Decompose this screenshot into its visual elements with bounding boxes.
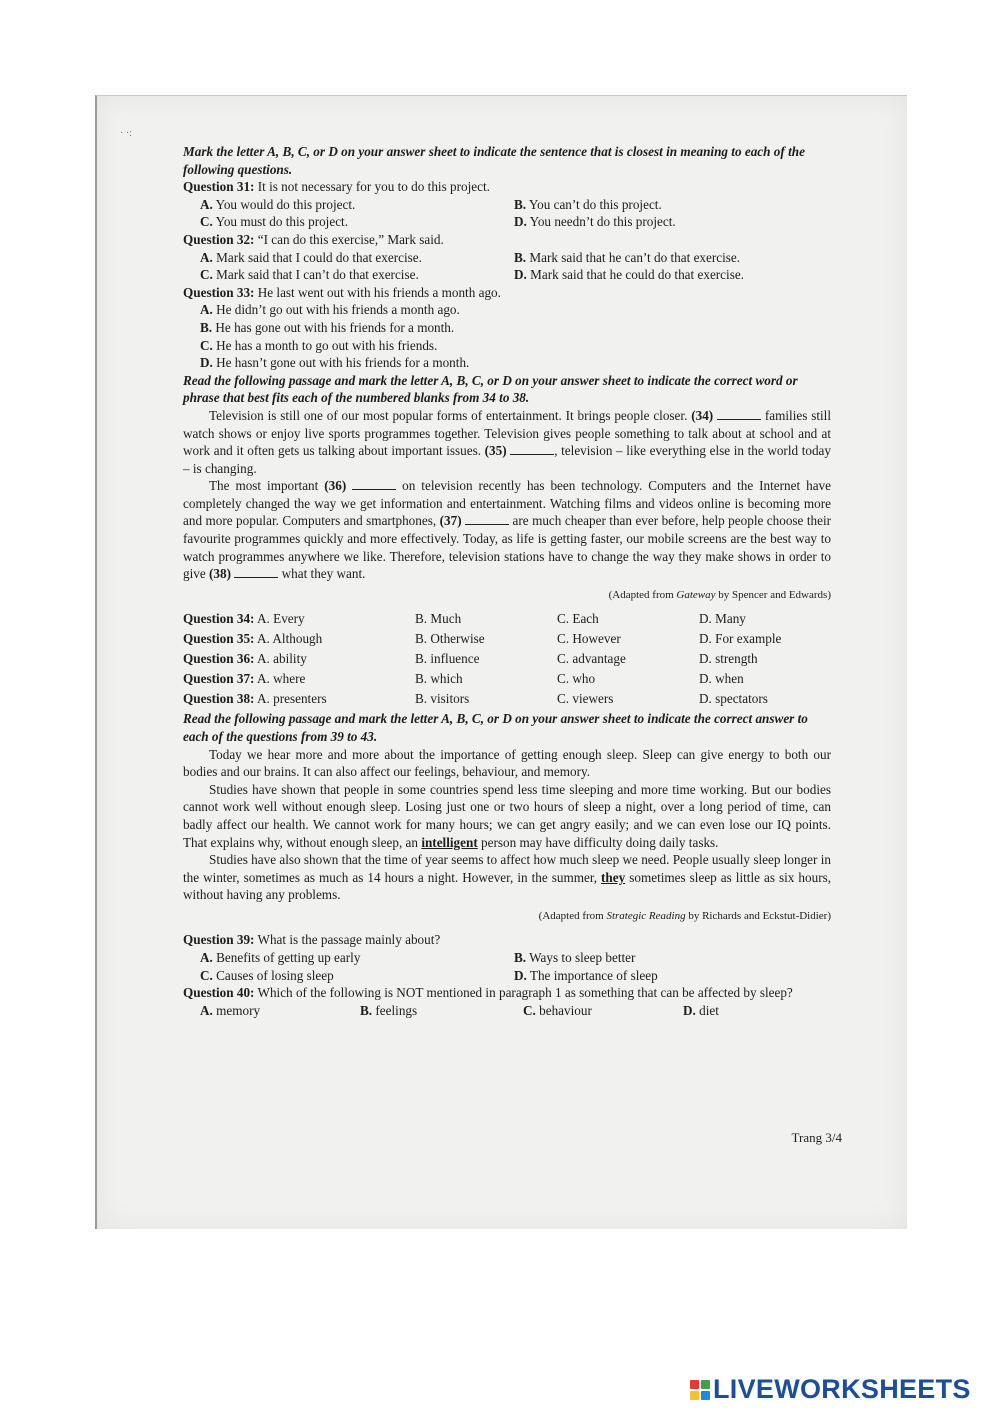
option-b[interactable]: B. visitors [415, 691, 470, 707]
question-label: Question 36: [183, 651, 255, 667]
option-a[interactable]: A. Mark said that I could do that exercise. [200, 249, 422, 265]
option-text: Causes of losing sleep [216, 967, 334, 983]
option-b[interactable]: B. Otherwise [415, 631, 485, 647]
option-d[interactable]: D. Mark said that he could do that exercise. [514, 267, 744, 283]
source-title: Gateway [676, 588, 716, 601]
passage2-paragraph-1: Today we hear more and more about the importance of getting enough sleep. Sleep can give energy to both our bodies and our brains. It can also affect our feelings, behaviour, and memory. [183, 746, 831, 780]
option-d[interactable]: D. For example [699, 631, 782, 647]
blank-number-38: (38) [209, 566, 231, 582]
option-text: The importance of sleep [529, 967, 658, 983]
option-a[interactable]: A. ability [257, 651, 307, 667]
option-d[interactable]: D. spectators [699, 691, 768, 707]
liveworksheets-logo [690, 1374, 971, 1405]
source-suffix: by Richards and Eckstut-Didier) [685, 909, 831, 922]
option-d[interactable]: D. He hasn’t gone out with his friends for a month. [200, 355, 470, 371]
option-text: Mark said that he can’t do that exercise. [529, 249, 741, 265]
option-a[interactable]: A. presenters [257, 691, 327, 707]
blank-34[interactable] [717, 407, 761, 420]
option-text: Mark said that I could do that exercise. [216, 249, 422, 265]
text: The most important [209, 478, 319, 494]
text: Television is still one of our most popular forms of entertainment. It brings people closer. [209, 407, 688, 423]
options-row [183, 196, 831, 214]
passage1-source [183, 587, 831, 605]
instruction-34-38: Read the following passage and mark the letter A, B, C, or D on your answer sheet to indicate the correct word or phrase that best fits each of the numbered blanks from 34 to 38. [183, 372, 798, 406]
option-text: He has gone out with his friends for a month. [215, 319, 455, 335]
option-c[interactable]: C. Mark said that I can’t do that exercise. [200, 267, 419, 283]
grid-row-37 [183, 670, 831, 688]
passage1-paragraph-1 [183, 407, 831, 477]
option-c[interactable]: C. Each [557, 611, 599, 627]
grid-row-36 [183, 650, 831, 668]
source-title: Strategic Reading [606, 909, 686, 922]
text: sometimes sleep as little as six hours, without having any problems. [183, 869, 832, 903]
question-text: Which of the following is NOT mentioned in paragraph 1 as something that can be affected by sleep? [257, 985, 793, 1001]
option-c[interactable]: C. who [557, 671, 596, 687]
option-text: feelings [375, 1002, 418, 1018]
grid-row-34 [183, 610, 831, 628]
option-c[interactable]: C. Causes of losing sleep [200, 967, 334, 983]
option-d[interactable]: D. when [699, 671, 744, 687]
option-c[interactable]: C. behaviour [523, 1002, 592, 1018]
question-33 [183, 284, 831, 302]
text: Studies have also shown that the time of year seems to affect how much sleep we need. People usually sleep longer in the winter, sometimes as much as 14 hours a night. However, in the summer, [183, 852, 831, 885]
instruction-39-43: Read the following passage and mark the letter A, B, C, or D on your answer sheet to indicate the correct answer to each of the questions from 39 to 43. [183, 711, 808, 744]
question-label: Question 40: [183, 985, 255, 1001]
option-b[interactable]: B. which [415, 671, 463, 687]
option-text: You must do this project. [215, 214, 349, 230]
option-text: He hasn’t gone out with his friends for a month. [216, 355, 470, 371]
options-row [183, 266, 831, 284]
option-b[interactable]: B. feelings [360, 1002, 418, 1018]
text: on television recently has been technology. Computers and the Internet have completely changed the way we get information and entertainment. Watching films and videos online is becoming more and more popular. Computers and smartphones, [183, 478, 832, 529]
option-a[interactable]: A. He didn’t go out with his friends a month ago. [200, 302, 460, 318]
question-39 [183, 931, 831, 949]
options-row [183, 1002, 831, 1020]
option-c[interactable]: C. He has a month to go out with his friends. [200, 337, 438, 353]
option-a[interactable]: A. You would do this project. [200, 196, 356, 212]
passage2-paragraph-2 [183, 781, 831, 851]
grid-row-38 [183, 690, 831, 708]
text: are much cheaper than ever before, help people choose their favourite programmes quickly and more effectively. Today, as life is getting faster, our mobile screens are the best way to watch programmes anywhere we like. Therefore, television stations have to change the way they make shows in order to give [183, 513, 832, 582]
logo-squares-icon [690, 1380, 710, 1400]
option-c[interactable]: C. However [557, 631, 621, 647]
option-b[interactable]: B. Ways to sleep better [514, 950, 636, 966]
passage1-paragraph-2 [183, 477, 831, 583]
blank-37[interactable] [465, 512, 509, 525]
question-31 [183, 178, 831, 196]
option-d[interactable]: D. diet [683, 1002, 719, 1018]
question-label: Question 37: [183, 671, 255, 687]
worksheet-content [183, 143, 831, 1019]
question-label: Question 33: [183, 284, 255, 300]
option-b[interactable]: B. Mark said that he can’t do that exercise. [514, 249, 741, 265]
option-a[interactable]: A. Although [257, 631, 323, 647]
question-text: It is not necessary for you to do this project. [257, 179, 490, 195]
option-text: He has a month to go out with his friends. [216, 337, 438, 353]
blank-36[interactable] [352, 477, 396, 490]
question-text: “I can do this exercise,” Mark said. [257, 231, 444, 247]
option-b[interactable]: B. You can’t do this project. [514, 196, 662, 212]
passage2-paragraph-3 [183, 851, 831, 904]
option-text: Benefits of getting up early [216, 950, 361, 966]
text: person may have difficulty doing daily tasks. [481, 834, 719, 850]
options-row [183, 249, 831, 267]
scan-specks: · ·: [120, 128, 132, 139]
source-suffix: by Spencer and Edwards) [715, 588, 831, 601]
question-label [183, 650, 415, 668]
underlined-word-intelligent: intelligent [421, 834, 478, 850]
question-text: He last went out with his friends a month ago. [257, 284, 501, 300]
answer-grid-34-38 [183, 610, 831, 708]
option-a[interactable]: A. where [257, 671, 306, 687]
option-text: You can’t do this project. [528, 196, 662, 212]
options-row [183, 967, 831, 985]
question-32 [183, 231, 831, 249]
option-d[interactable]: D. You needn’t do this project. [514, 214, 676, 230]
option-text: Mark said that he could do that exercise. [530, 267, 744, 283]
question-label [183, 690, 415, 708]
option-text: memory [216, 1002, 261, 1018]
page-number: Trang 3/4 [791, 1130, 842, 1145]
instruction-31-33: Mark the letter A, B, C, or D on your answer sheet to indicate the sentence that is closest in meaning to each of the following questions. [183, 144, 805, 177]
source-prefix: (Adapted from [608, 588, 677, 601]
text: , television – like everything else in the world today – is changing. [183, 443, 831, 476]
option-b[interactable]: B. Much [415, 611, 462, 627]
text: Studies have shown that people in some countries spend less time sleeping and more time working. But our bodies cannot work well without enough sleep. Losing just one or two hours of sleep a night, over a long period of time, can badly affect our health. We cannot work for many hours; we can get angry easily; and we can even lose our IQ points. That explains why, without enough sleep, an [183, 781, 831, 850]
underlined-word-they: they [601, 869, 626, 885]
blank-number-37: (37) [439, 513, 462, 529]
blank-number-35: (35) [484, 443, 507, 459]
question-label: Question 34: [183, 611, 255, 627]
option-text: He didn’t go out with his friends a month ago. [216, 302, 460, 318]
option-text: behaviour [539, 1002, 592, 1018]
option-b[interactable]: B. He has gone out with his friends for a month. [200, 319, 455, 335]
option-d[interactable]: D. The importance of sleep [514, 967, 658, 983]
question-label: Question 38: [183, 691, 255, 707]
option-a[interactable]: A. Every [257, 611, 305, 627]
option-text: You needn’t do this project. [529, 214, 676, 230]
option-text: diet [699, 1002, 719, 1018]
brand-name: LIVEWORKSHEETS [713, 1374, 971, 1404]
question-label [183, 610, 415, 628]
question-text: What is the passage mainly about? [257, 932, 441, 948]
blank-number-36: (36) [324, 478, 347, 494]
blank-number-34: (34) [691, 407, 714, 423]
blank-38[interactable] [234, 565, 278, 578]
option-c[interactable]: C. viewers [557, 691, 614, 707]
option-c[interactable]: C. You must do this project. [200, 214, 349, 230]
question-label: Question 31: [183, 179, 255, 195]
option-a[interactable]: A. memory [200, 1002, 261, 1018]
text: families still watch shows or enjoy live sports programmes together. Television gives people something to talk about at school and at work and it often gets us talking about important issues. [183, 407, 831, 459]
option-text: You would do this project. [215, 196, 356, 212]
question-label [183, 670, 415, 688]
options-row [183, 949, 831, 967]
option-a[interactable]: A. Benefits of getting up early [200, 950, 361, 966]
question-label: Question 39: [183, 932, 255, 948]
option-b[interactable]: B. influence [415, 651, 480, 667]
text: what they want. [281, 566, 366, 582]
question-label: Question 35: [183, 631, 255, 647]
option-c[interactable]: C. advantage [557, 651, 626, 667]
option-text: Mark said that I can’t do that exercise. [216, 267, 419, 283]
passage2-source [183, 908, 831, 926]
question-40 [183, 984, 831, 1002]
source-prefix: (Adapted from [538, 909, 607, 922]
options-row [183, 213, 831, 231]
blank-35[interactable] [510, 442, 554, 455]
question-label: Question 32: [183, 231, 255, 247]
question-label [183, 630, 415, 648]
grid-row-35 [183, 630, 831, 648]
option-d[interactable]: D. Many [699, 611, 746, 627]
option-d[interactable]: D. strength [699, 651, 758, 667]
option-text: Ways to sleep better [529, 950, 636, 966]
